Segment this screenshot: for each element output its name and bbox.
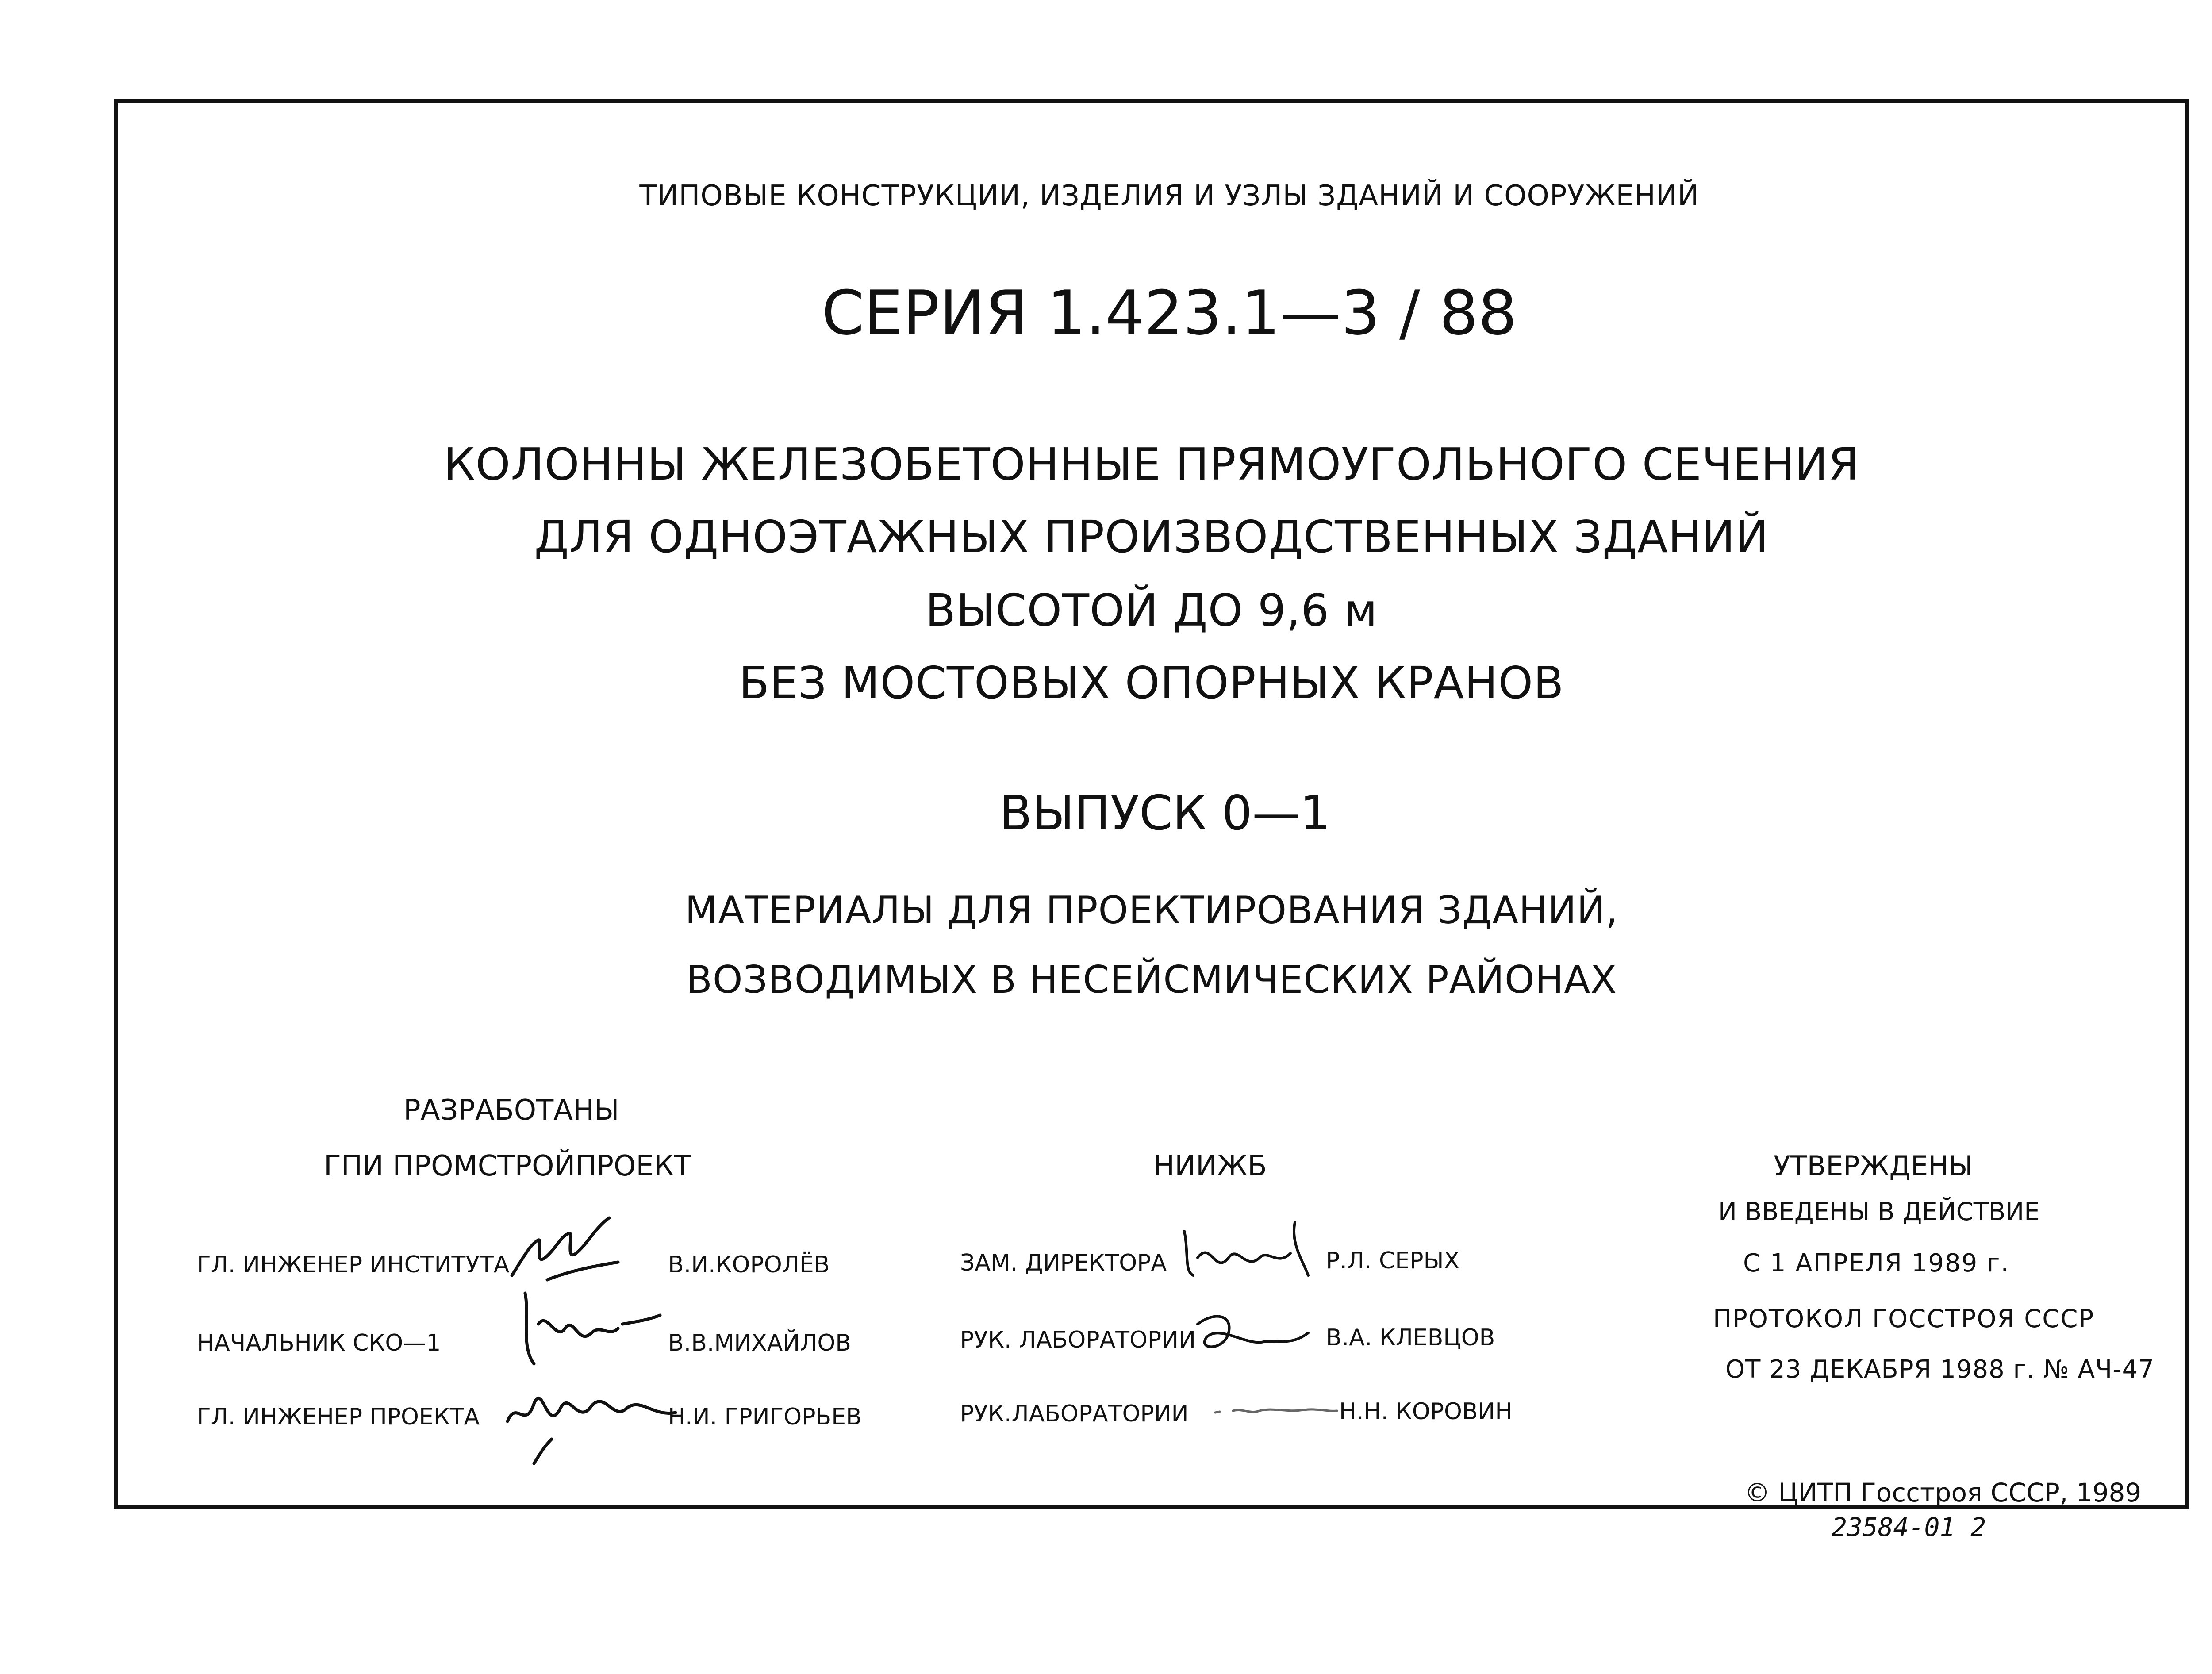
document-category: ТИПОВЫЕ КОНСТРУКЦИИ, ИЗДЕЛИЯ И УЗЛЫ ЗДАНИЙ И СООРУЖЕНИЙ: [639, 180, 1699, 212]
title-line: ВЫСОТОЙ ДО 9,6 м: [925, 584, 1378, 636]
signature-serykh: [1175, 1213, 1321, 1284]
signatory-role: НАЧАЛЬНИК СКО—1: [197, 1330, 441, 1356]
signatory-role: ГЛ. ИНЖЕНЕР ИНСТИТУТА: [197, 1252, 510, 1278]
series-number: СЕРИЯ 1.423.1—3 / 88: [821, 277, 1517, 349]
signatory-name: Н.И. ГРИГОРЬЕВ: [668, 1404, 862, 1430]
signature-mikhailov: [507, 1280, 667, 1377]
signatory-name: Н.Н. КОРОВИН: [1339, 1398, 1513, 1425]
developed-by-label: РАЗРАБОТАНЫ: [403, 1094, 619, 1127]
approval-line: С 1 АПРЕЛЯ 1989 г.: [1743, 1249, 2010, 1278]
signature-grigoriev: [499, 1364, 684, 1466]
title-line: КОЛОННЫ ЖЕЛЕЗОБЕТОННЫЕ ПРЯМОУГОЛЬНОГО СЕЧЕНИЯ: [443, 438, 1860, 490]
approval-line: УТВЕРЖДЕНЫ: [1774, 1150, 1973, 1182]
issue-number: ВЫПУСК 0—1: [999, 786, 1331, 841]
signatory-name: В.В.МИХАЙЛОВ: [668, 1330, 851, 1356]
approval-line: ОТ 23 ДЕКАБРЯ 1988 г. № АЧ-47: [1725, 1355, 2154, 1384]
approval-line: ПРОТОКОЛ ГОССТРОЯ СССР: [1713, 1305, 2095, 1333]
approval-line: И ВВЕДЕНЫ В ДЕЙСТВИЕ: [1718, 1198, 2040, 1226]
signatory-role: РУК.ЛАБОРАТОРИИ: [960, 1401, 1189, 1427]
organization-name: НИИЖБ: [1153, 1150, 1267, 1183]
signatory-name: В.А. КЛЕВЦОВ: [1326, 1325, 1495, 1351]
signatory-role: ГЛ. ИНЖЕНЕР ПРОЕКТА: [197, 1404, 480, 1430]
copyright-notice: © ЦИТП Госстроя СССР, 1989: [1744, 1478, 2142, 1508]
signature-klevtsov: [1180, 1298, 1326, 1364]
signatory-role: ЗАМ. ДИРЕКТОРА: [960, 1250, 1167, 1276]
title-sheet-frame: [114, 99, 2189, 1509]
title-line: БЕЗ МОСТОВЫХ ОПОРНЫХ КРАНОВ: [739, 657, 1564, 709]
signatory-name: В.И.КОРОЛЁВ: [668, 1252, 830, 1278]
sheet-code: 23584-01 2: [1832, 1512, 1986, 1542]
signatory-role: РУК. ЛАБОРАТОРИИ: [960, 1327, 1196, 1353]
subtitle-line: ВОЗВОДИМЫХ В НЕСЕЙСМИЧЕСКИХ РАЙОНАХ: [686, 958, 1617, 1002]
signatory-name: Р.Л. СЕРЫХ: [1326, 1248, 1460, 1274]
title-line: ДЛЯ ОДНОЭТАЖНЫХ ПРОИЗВОДСТВЕННЫХ ЗДАНИЙ: [534, 511, 1769, 563]
signature-korovin: [1206, 1395, 1339, 1426]
organization-name: ГПИ ПРОМСТРОЙПРОЕКТ: [324, 1150, 691, 1183]
subtitle-line: МАТЕРИАЛЫ ДЛЯ ПРОЕКТИРОВАНИЯ ЗДАНИЙ,: [685, 888, 1618, 933]
